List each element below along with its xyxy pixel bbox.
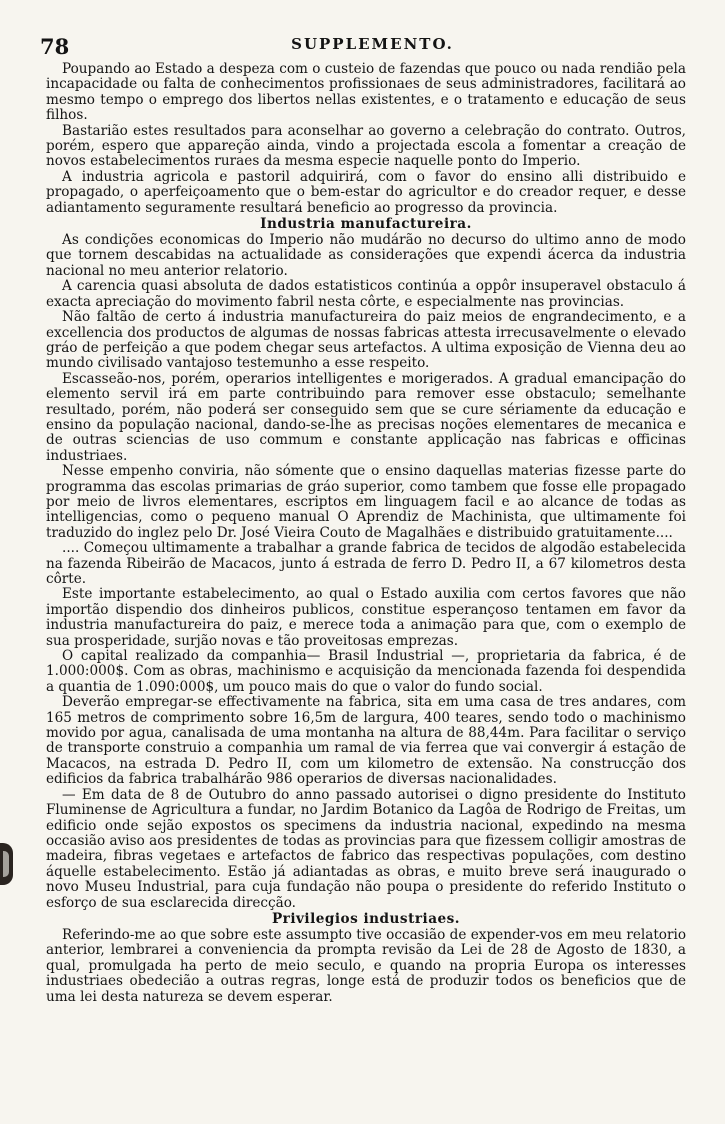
paragraph: Deverão empregar-se effectivamente na fabrica, sita em uma casa de tres andares, com 165 metros de comprimento sobre 16,5m de largura, 400 teares, sendo todo o machinismo movido por agua, canalisada de uma montanha na altura de 88,44m. Para facilitar o serviço de transporte construio a companhia um ramal de via ferrea que vai convergir á estação de Macacos, na estrada D. Pedro II, com um kilometro de extensão. Na construcção dos edificios da fabrica trabalhárão 986 operarios de diversas nacionalidades. [46,694,686,788]
paragraph: Este importante estabelecimento, ao qual o Estado auxilia com certos favores que não importão dispendio dos dinheiros publicos, constitue esperançoso tentamen em favor da industria manufactureira do paiz, e merece toda a animação para que, com o exemplo de sua prosperidade, surjão novas e tão proveitosas emprezas. [46,586,686,649]
paragraph: Poupando ao Estado a despeza com o custeio de fazendas que pouco ou nada rendião pela incapacidade ou falta de conhecimentos profissionaes de seus administradores, facilitará ao mesmo tempo o emprego dos libertos nellas existentes, e o tratamento e educação de seus filhos. [46,61,686,124]
running-head: SUPPLEMENTO. [291,35,454,53]
paragraph: A carencia quasi absoluta de dados estatisticos continúa a oppôr insuperavel obstaculo á exacta apreciação do movimento fabril nesta côrte, e especialmente nas provincias. [46,278,686,310]
paragraph: Referindo-me ao que sobre este assumpto tive occasião de expender-vos em meu relatorio anterior, lembrarei a conveniencia da prompta revisão da Lei de 28 de Agosto de 1830, a qual, promulgada ha perto de meio seculo, e quando na propria Europa os interesses industriaes obedecião a outras regras, longe está de produzir todos os beneficios que de uma lei desta natureza se devem esperar. [46,926,686,1005]
section-heading-industria: Industria manufactureira. [260,216,472,233]
paragraph: Bastarião estes resultados para aconselhar ao governo a celebração do contrato. Outros, porém, espero que appareção ainda, vindo a projectada escola a fomentar a creação de novos estabelecimentos ruraes da mesma especie naquelle ponto do Imperio. [46,122,686,170]
paragraph: Não faltão de certo á industria manufactureira do paiz meios de engrandecimento, e a excellencia dos productos de algumas de nossas fabricas attesta irrecusavelmente o elevado gráo de perfeição a que podem chegar seus artefactos. A ultima exposição de Vienna deu ao mundo civilisado vantajoso testemunho a esse respeito. [46,309,686,372]
paragraph: O capital realizado da companhia— Brasil Industrial —, proprietaria da fabrica, é de 1.000:000$. Com as obras, machinismo e acquisição da mencionada fazenda foi despendida a quantia de 1.090:000$, um pouco mais do que o valor do fundo social. [46,648,686,695]
paragraph: Escasseão-nos, porém, operarios intelligentes e morigerados. A gradual emancipação do elemento servil irá em parte contribuindo para remover esse obstaculo; semelhante resultado, porém, não poderá ser conseguido sem que se cure sériamente da educação e ensino da população nacional, dando-se-lhe as precisas noções elementares de mecanica e de outras sciencias de uso commum e constante applicação nas fabricas e officinas industriaes. [46,370,686,464]
section-heading-privilegios: Privilegios industriaes. [271,910,461,927]
paragraph: — Em data de 8 de Outubro do anno passado autorisei o digno presidente do Instituto Fluminense de Agricultura a fundar, no Jardim Botanico da Lagôa de Rodrigo de Freitas, um edificio onde sejão expostos os specimens da industria nacional, expedindo na mesma occasião aviso aos presidentes de todas as provincias para que fizessem colligir amostras de madeira, fibras vegetaes e artefactos de fabrico das respectivas populações, com destino áquelle estabelecimento. Estão já adiantadas as obras, e muito breve será inaugurado o novo Museu Industrial, para cuja fundação não poupa o presidente do referido Instituto o esforço de sua esclarecida direcção. [46,786,686,911]
page-number: 78 [40,34,70,59]
paragraph: .... Começou ultimamente a trabalhar a grande fabrica de tecidos de algodão estabelecida na fazenda Ribeirão de Macacos, junto á estrada de ferro D. Pedro II, a 67 kilometros desta côrte. [46,540,686,587]
binding-edge-mark [0,843,13,885]
paragraph: As condições economicas do Imperio não mudárão no decurso do ultimo anno de modo que tornem descabidas na actualidade as considerações que expendi ácerca da industria nacional no meu anterior relatorio. [46,232,686,279]
paragraph: A industria agricola e pastoril adquirirá, com o favor do ensino alli distribuido e propagado, o aperfeiçoamento que o bem-estar do agricultor e do creador requer, e desse adiantamento seguramente resultará beneficio ao progresso da provincia. [46,168,686,216]
body-text [46,62,686,1005]
paragraph: Nesse empenho conviria, não sómente que o ensino daquellas materias fizesse parte do programma das escolas primarias de gráo superior, como tambem que fosse elle propagado por meio de livros elementares, escriptos em linguagem facil e ao alcance de todas as intelligencias, como o pequeno manual O Aprendiz de Machinista, que ultimamente foi traduzido do inglez pelo Dr. José Vieira Couto de Magalhães e distribuido gratuitamente.... [46,463,686,541]
